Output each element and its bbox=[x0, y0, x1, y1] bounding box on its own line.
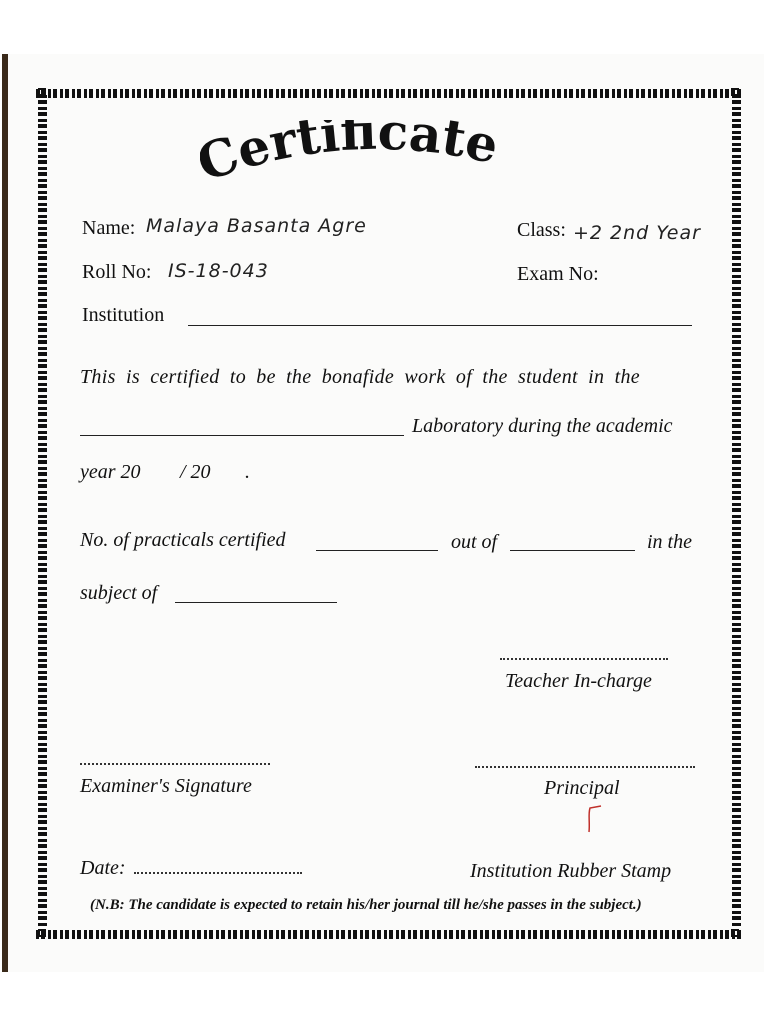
name-label: Name: bbox=[82, 217, 136, 239]
principal-label: Principal bbox=[544, 777, 620, 799]
institution-label: Institution bbox=[82, 304, 165, 326]
practicals-blank bbox=[316, 550, 438, 551]
title-text: Certificate bbox=[200, 120, 504, 193]
examiner-signature-line bbox=[80, 763, 270, 765]
roll-label: Roll No: bbox=[82, 261, 152, 283]
teacher-label: Teacher In-charge bbox=[505, 670, 652, 692]
date-label: Date: bbox=[80, 857, 126, 879]
teacher-signature-line bbox=[500, 658, 668, 660]
certificate-title bbox=[200, 120, 590, 210]
decorative-border-left bbox=[38, 95, 47, 927]
principal-signature-mark bbox=[585, 800, 605, 840]
year-mid: / 20 bbox=[180, 461, 211, 483]
border-corner-icon bbox=[38, 929, 46, 937]
border-corner-icon bbox=[38, 88, 46, 96]
out-of-blank bbox=[510, 550, 635, 551]
stamp-label: Institution Rubber Stamp bbox=[470, 860, 672, 882]
border-corner-icon bbox=[731, 88, 739, 96]
exam-label: Exam No: bbox=[517, 263, 599, 285]
border-corner-icon bbox=[731, 929, 739, 937]
date-blank bbox=[134, 872, 302, 874]
principal-signature-line bbox=[475, 766, 695, 768]
subject-blank bbox=[175, 602, 337, 603]
laboratory-blank bbox=[80, 435, 404, 436]
body-line-1: This is certified to be the bonafide work of the student in the bbox=[80, 366, 640, 388]
nb-note: (N.B: The candidate is expected to retain his/her journal till he/she passes in the subject.) bbox=[90, 897, 642, 913]
year-end: . bbox=[245, 461, 250, 483]
institution-blank bbox=[188, 325, 692, 326]
roll-value: IS-18-043 bbox=[168, 260, 269, 282]
year-prefix: year 20 bbox=[80, 461, 141, 483]
out-of-label: out of bbox=[451, 531, 498, 553]
class-label: Class: bbox=[517, 219, 566, 241]
decorative-border-right bbox=[732, 95, 741, 927]
in-the-label: in the bbox=[647, 531, 692, 553]
subject-label: subject of bbox=[80, 582, 158, 604]
examiner-label: Examiner's Signature bbox=[80, 775, 252, 797]
practicals-label: No. of practicals certified bbox=[80, 529, 286, 551]
decorative-border-top bbox=[36, 89, 742, 98]
name-value: Malaya Basanta Agre bbox=[146, 215, 367, 237]
body-line-2: Laboratory during the academic bbox=[412, 415, 673, 437]
class-value: +2 2nd Year bbox=[573, 222, 701, 244]
decorative-border-bottom bbox=[36, 930, 742, 939]
svg-text:Certificate bbox=[200, 120, 504, 193]
